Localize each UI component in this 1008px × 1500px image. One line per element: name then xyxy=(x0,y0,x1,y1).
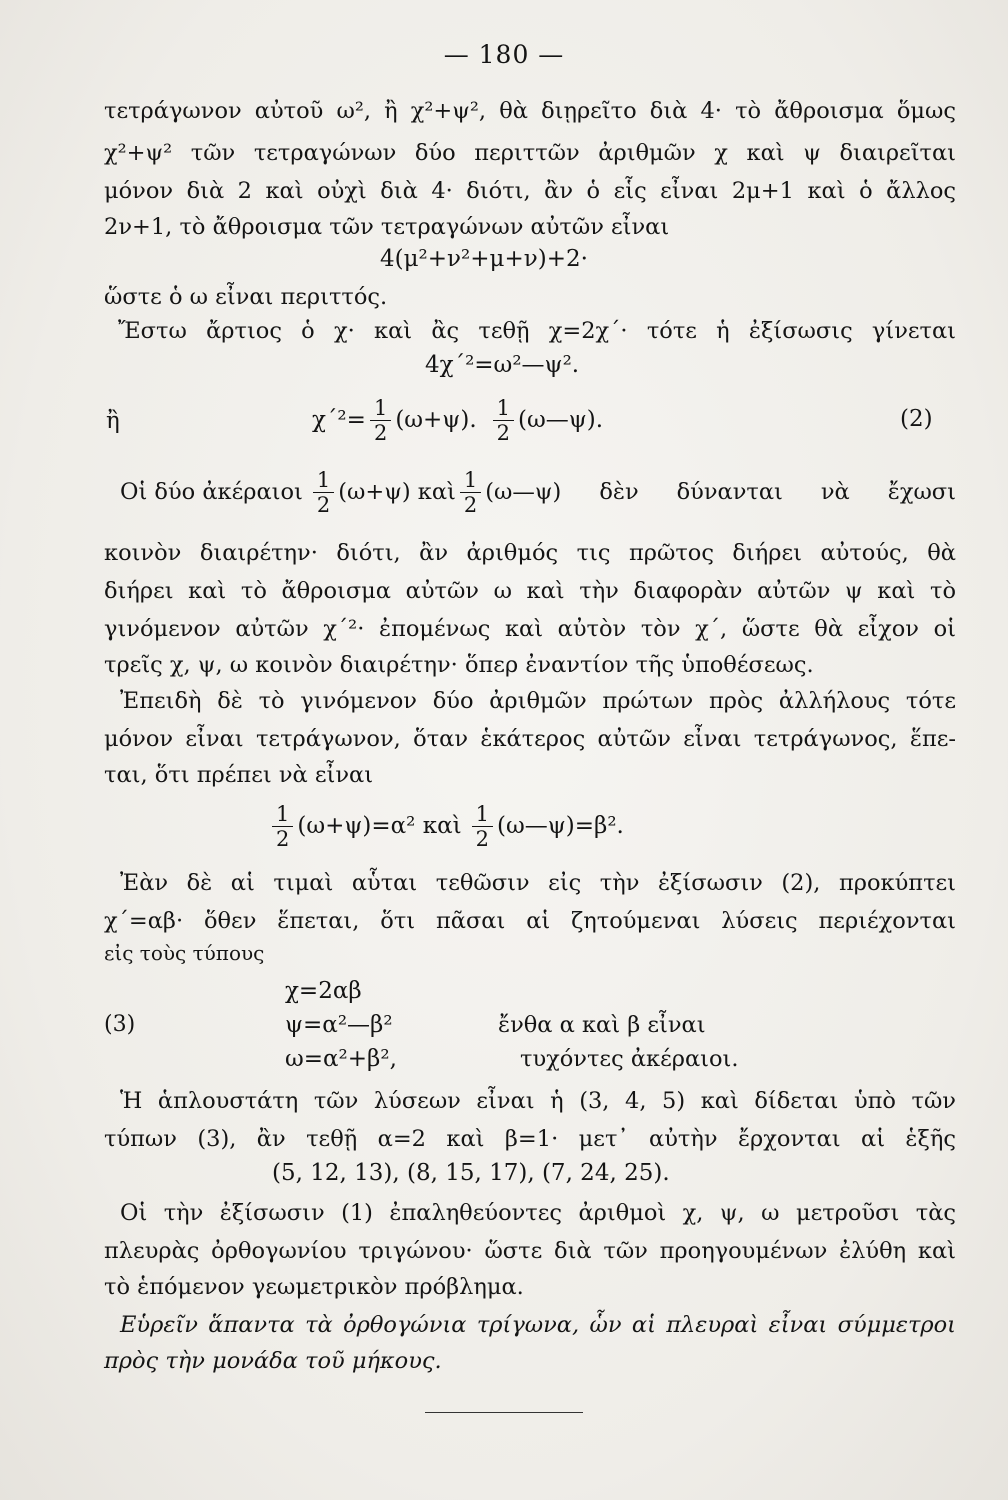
fraction-den: 2 xyxy=(373,420,388,445)
system-eq-x: χ=2αβ xyxy=(285,978,362,1004)
equation-2-label: (2) xyxy=(900,406,933,432)
text-line: πλευρὰς ὀρθογωνίου τριγώνου· ὥστε διὰ τῶν προηγουμένων ἐλύθη καὶ xyxy=(104,1238,956,1264)
solution-triples: (5, 12, 13), (8, 15, 17), (7, 24, 25). xyxy=(272,1160,670,1186)
fraction-one-half xyxy=(272,802,293,851)
text-line: μόνον εἶναι τετράγωνον, ὅταν ἑκάτερος αὐτῶν εἶναι τετράγωνος, ἕπε- xyxy=(104,726,956,752)
fraction-den: 2 xyxy=(463,492,478,517)
fraction-den: 2 xyxy=(475,826,490,851)
text-line: Ἐὰν δὲ αἱ τιμαὶ αὗται τεθῶσιν εἰς τὴν ἐξίσωσιν (2), προκύπτει xyxy=(120,870,956,896)
text-line: τὸ ἑπόμενον γεωμετρικὸν πρόβλημα. xyxy=(104,1274,524,1300)
text-line: ται, ὅτι πρέπει νὰ εἶναι xyxy=(104,762,374,788)
equation-2-part2: (ω—ψ). xyxy=(518,407,604,433)
text-line-fractions xyxy=(120,462,956,522)
text-line: κοινὸν διαιρέτην· διότι, ἂν ἀριθμός τις πρῶτος διήρει αὐτούς, θὰ xyxy=(104,540,956,566)
equation-4x2: 4χ΄²=ω²—ψ². xyxy=(425,352,580,378)
system-eq-w: ω=α²+β², xyxy=(285,1046,397,1072)
fraction-one-half xyxy=(370,396,391,445)
fraction-one-half xyxy=(472,802,493,851)
end-rule xyxy=(425,1412,583,1413)
text-line: τρεῖς χ, ψ, ω κοινὸν διαιρέτην· ὅπερ ἐναντίον τῆς ὑποθέσεως. xyxy=(104,652,814,678)
equation-2-prefix: ἢ xyxy=(106,408,120,434)
text-line: ὥστε ὁ ω εἶναι περιττός. xyxy=(104,284,388,310)
fraction-den: 2 xyxy=(496,420,511,445)
equation-2 xyxy=(312,390,603,450)
system-note-2: τυχόντες ἀκέραιοι. xyxy=(520,1046,739,1072)
text-line: 2ν+1, τὸ ἄθροισμα τῶν τετραγώνων αὐτῶν εἶναι xyxy=(104,214,670,240)
text-segment: (ω+ψ) καὶ xyxy=(338,479,456,505)
system-label: (3) xyxy=(104,1012,136,1037)
system-note-1: ἔνθα α καὶ β εἶναι xyxy=(498,1012,706,1038)
text-line: Οἱ τὴν ἐξίσωσιν (1) ἐπαληθεύοντες ἀριθμοὶ χ, ψ, ω μετροῦσι τὰς xyxy=(120,1200,956,1226)
problem-statement: Εὑρεῖν ἅπαντα τὰ ὀρθογώνια τρίγωνα, ὧν αἱ πλευραὶ εἶναι σύμμετροι xyxy=(120,1312,956,1338)
problem-statement: πρὸς τὴν μονάδα τοῦ μήκους. xyxy=(104,1348,442,1374)
text-line: Ἡ ἁπλουστάτη τῶν λύσεων εἶναι ἡ (3, 4, 5) καὶ δίδεται ὑπὸ τῶν xyxy=(120,1088,956,1114)
fraction-num: 1 xyxy=(493,396,514,421)
text-segment: (ω—ψ)=β². xyxy=(497,813,624,839)
text-line: γινόμενον αὐτῶν χ΄²· ἐπομένως καὶ αὐτὸν τὸν χ΄, ὥστε θὰ εἶχον οἱ xyxy=(104,616,956,642)
text-segment: (ω+ψ)=α² καὶ xyxy=(297,813,462,839)
equation-2-part1: (ω+ψ). xyxy=(395,407,477,433)
fraction-one-half xyxy=(313,468,334,517)
text-line: Ἐπειδὴ δὲ τὸ γινόμενον δύο ἀριθμῶν πρώτων πρὸς ἀλλήλους τότε xyxy=(120,688,956,714)
text-line: εἰς τοὺς τύπους xyxy=(104,941,265,965)
system-eq-y: ψ=α²—β² xyxy=(285,1012,393,1038)
fraction-den: 2 xyxy=(316,492,331,517)
text-line: Ἔστω ἄρτιος ὁ χ· καὶ ἂς τεθῇ χ=2χ΄· τότε ἡ ἐξίσωσις γίνεται xyxy=(118,318,956,344)
fraction-den: 2 xyxy=(276,826,290,851)
text-line: μόνον διὰ 2 καὶ οὐχὶ διὰ 4· διότι, ἂν ὁ εἷς εἶναι 2μ+1 καὶ ὁ ἄλλος xyxy=(104,178,956,204)
text-line: τετράγωνον αὐτοῦ ω², ἢ χ²+ψ², θὰ διῃρεῖτο διὰ 4· τὸ ἄθροισμα ὅμως xyxy=(104,98,956,124)
fraction-num: 1 xyxy=(313,468,334,493)
fraction-num: 1 xyxy=(272,802,293,827)
equation-squares xyxy=(268,796,624,856)
fraction-num: 1 xyxy=(460,468,481,493)
fraction-num: 1 xyxy=(370,396,391,421)
text-line: διήρει καὶ τὸ ἄθροισμα αὐτῶν ω καὶ τὴν διαφορὰν αὐτῶν ψ καὶ τὸ xyxy=(104,578,956,604)
text-segment: (ω—ψ) δὲν δύνανται νὰ ἔχωσι xyxy=(485,479,956,505)
page-number: — 180 — xyxy=(443,40,565,69)
text-segment: Οἱ δύο ἀκέραιοι xyxy=(120,479,303,505)
text-line: χ²+ψ² τῶν τετραγώνων δύο περιττῶν ἀριθμῶν χ καὶ ψ διαιρεῖται xyxy=(104,140,956,166)
fraction-num: 1 xyxy=(472,802,493,827)
fraction-one-half xyxy=(493,396,514,445)
equation-2-lhs: χ΄²= xyxy=(312,407,366,433)
fraction-one-half xyxy=(460,468,481,517)
equation-sum-squares: 4(μ²+ν²+μ+ν)+2· xyxy=(380,246,588,272)
text-line: τύπων (3), ἂν τεθῇ α=2 καὶ β=1· μετ᾽ αὐτὴν ἔρχονται αἱ ἑξῆς xyxy=(104,1126,956,1152)
text-line: χ΄=αβ· ὅθεν ἕπεται, ὅτι πᾶσαι αἱ ζητούμεναι λύσεις περιέχονται xyxy=(104,908,956,934)
